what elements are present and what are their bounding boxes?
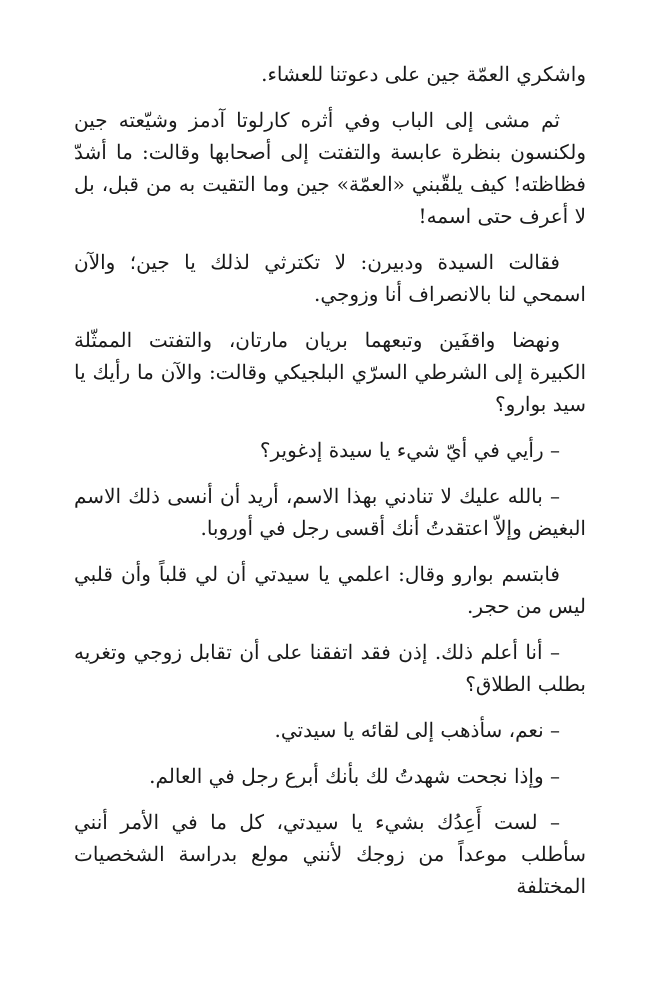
paragraph: فقالت السيدة ودبيرن: لا تكترثي لذلك يا جين؛ والآن اسمحي لنا بالانصراف أنا وزوجي. bbox=[74, 250, 586, 306]
dialogue-line: – رأيي في أيّ شيء يا سيدة إدغوير؟ bbox=[259, 438, 560, 462]
paragraph: ونهضا واقفَين وتبعهما بريان مارتان، والتفتت الممثّلة الكبيرة إلى الشرطي السرّي البلجيكي وقالت: والآن ما رأيك يا سيد بوارو؟ bbox=[74, 328, 586, 416]
dialogue-line: – لست أَعِدُك بشيء يا سيدتي، كل ما في الأمر أنني سأطلب موعداً من زوجك لأنني مولع بدراسة الشخصيات المختلفة bbox=[74, 810, 586, 898]
paragraph: ثم مشى إلى الباب وفي أثره كارلوتا آدمز وشيّعته جين ولكنسون بنظرة عابسة والتفتت إلى أصحابها وقالت: ما أشدّ فظاظته! كيف يلقّبني «العمّة» جين وما التقيت به من قبل، بل لا أعرف حتى اسمه! bbox=[74, 108, 586, 228]
paragraph: واشكري العمّة جين على دعوتنا للعشاء. bbox=[261, 62, 586, 86]
paragraph: فابتسم بوارو وقال: اعلمي يا سيدتي أن لي قلباً وأن قلبي ليس من حجر. bbox=[74, 562, 586, 618]
dialogue-line: – نعم، سأذهب إلى لقائه يا سيدتي. bbox=[274, 718, 560, 742]
dialogue-line: – أنا أعلم ذلك. إذن فقد اتفقنا على أن تقابل زوجي وتغريه بطلب الطلاق؟ bbox=[74, 640, 586, 696]
book-page bbox=[74, 58, 586, 916]
dialogue-line: – وإذا نجحت شهدتُ لك بأنك أبرع رجل في العالم. bbox=[149, 764, 560, 788]
dialogue-line: – بالله عليك لا تنادني بهذا الاسم، أريد أن أنسى ذلك الاسم البغيض وإلاّ اعتقدتُ أنك أقسى رجل في أوروبا. bbox=[74, 484, 586, 540]
